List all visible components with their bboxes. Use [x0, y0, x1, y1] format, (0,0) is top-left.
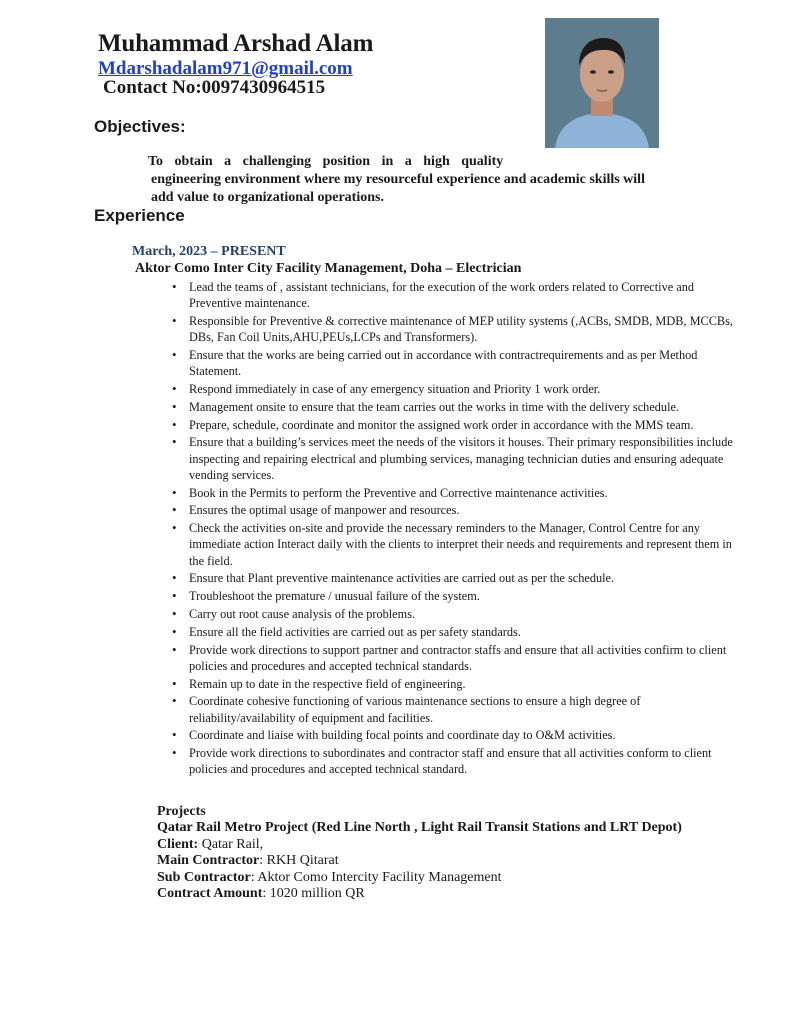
list-item: • Prepare, schedule, coordinate and monitor the assigned work order in accordance with the MMS team.	[172, 417, 747, 433]
objective-text	[148, 153, 718, 207]
project-contract-amount	[157, 886, 682, 902]
client-label: Client:	[157, 836, 199, 852]
client-value: Qatar Rail,	[198, 836, 264, 852]
profile-photo-image	[545, 18, 659, 148]
objective-line: add value to organizational operations.	[151, 190, 384, 205]
project-client	[157, 837, 682, 853]
list-item: • Lead the teams of , assistant technicians, for the execution of the work orders related to Corrective and Preventive maintenance.	[172, 279, 747, 311]
list-item: • Check the activities on-site and provide the necessary reminders to the Manager, Control Centre for any immediate action Interact daily with the clients to interpret their needs and requirements and represent them in the field.	[172, 520, 747, 569]
project-title: Qatar Rail Metro Project (Red Line North , Light Rail Transit Stations and LRT Depot)	[157, 820, 682, 836]
list-item: • Ensure that a building’s services meet the needs of the visitors it houses. Their primary responsibilities include inspecting and repairing electrical and plumbing services, managing technician duties and ensuring adequate vending services.	[172, 434, 747, 483]
resume-name: Muhammad Arshad Alam	[98, 30, 374, 57]
job-title: Aktor Como Inter City Facility Management, Doha – Electrician	[135, 261, 522, 276]
contract-amount-value: : 1020 million QR	[262, 886, 365, 902]
job-date: March, 2023 – PRESENT	[132, 244, 286, 259]
list-item: • Ensures the optimal usage of manpower and resources.	[172, 502, 747, 518]
list-item: • Responsible for Preventive & corrective maintenance of MEP utility systems (,ACBs, SMDB, MDB, MCCBs, DBs, Fan Coil Units,AHU,PEUs,LCPs and Transformers).	[172, 313, 747, 345]
sub-contractor-value: : Aktor Como Intercity Facility Management	[250, 869, 502, 885]
list-item: • Ensure that Plant preventive maintenance activities are carried out as per the schedule.	[172, 570, 747, 586]
sub-contractor-label: Sub Contractor	[157, 869, 251, 885]
objective-line: To obtain a challenging position in a high quality	[148, 154, 504, 169]
list-item: • Coordinate cohesive functioning of various maintenance sections to ensure a high degree of reliability/availability of equipment and facilities.	[172, 693, 747, 725]
list-item: • Troubleshoot the premature / unusual failure of the system.	[172, 588, 747, 604]
main-contractor-label: Main Contractor	[157, 853, 260, 869]
list-item: • Carry out root cause analysis of the problems.	[172, 606, 747, 622]
list-item: • Ensure all the field activities are carried out as per safety standards.	[172, 624, 747, 640]
project-sub-contractor	[157, 870, 682, 886]
list-item: • Ensure that the works are being carried out in accordance with contractrequirements and as per Method Statement.	[172, 347, 747, 379]
projects-section	[157, 804, 682, 902]
list-item: • Book in the Permits to perform the Preventive and Corrective maintenance activities.	[172, 485, 747, 501]
experience-heading: Experience	[94, 206, 185, 225]
list-item: • Provide work directions to support partner and contractor staffs and ensure that all activities confirm to client policies and procedures and accepted technical standards.	[172, 642, 747, 674]
projects-heading: Projects	[157, 804, 206, 819]
contract-amount-label: Contract Amount	[157, 886, 263, 902]
contact-number: Contact No:0097430964515	[103, 77, 326, 98]
objectives-heading: Objectives:	[94, 117, 186, 136]
list-item: • Management onsite to ensure that the team carries out the works in time with the delivery schedule.	[172, 399, 747, 415]
profile-photo	[545, 18, 659, 148]
duties-list	[172, 279, 747, 779]
email-link[interactable]: Mdarshadalam971@gmail.com	[98, 58, 353, 79]
main-contractor-value: : RKH Qitarat	[259, 853, 339, 869]
list-item: • Remain up to date in the respective field of engineering.	[172, 676, 747, 692]
list-item: • Respond immediately in case of any emergency situation and Priority 1 work order.	[172, 381, 747, 397]
list-item: • Coordinate and liaise with building focal points and coordinate day to O&M activities.	[172, 727, 747, 743]
project-main-contractor	[157, 853, 682, 869]
objective-line: engineering environment where my resourceful experience and academic skills will	[151, 172, 645, 187]
list-item: • Provide work directions to subordinates and contractor staff and ensure that all activities conform to client policies and procedures and accepted technical standard.	[172, 745, 747, 777]
